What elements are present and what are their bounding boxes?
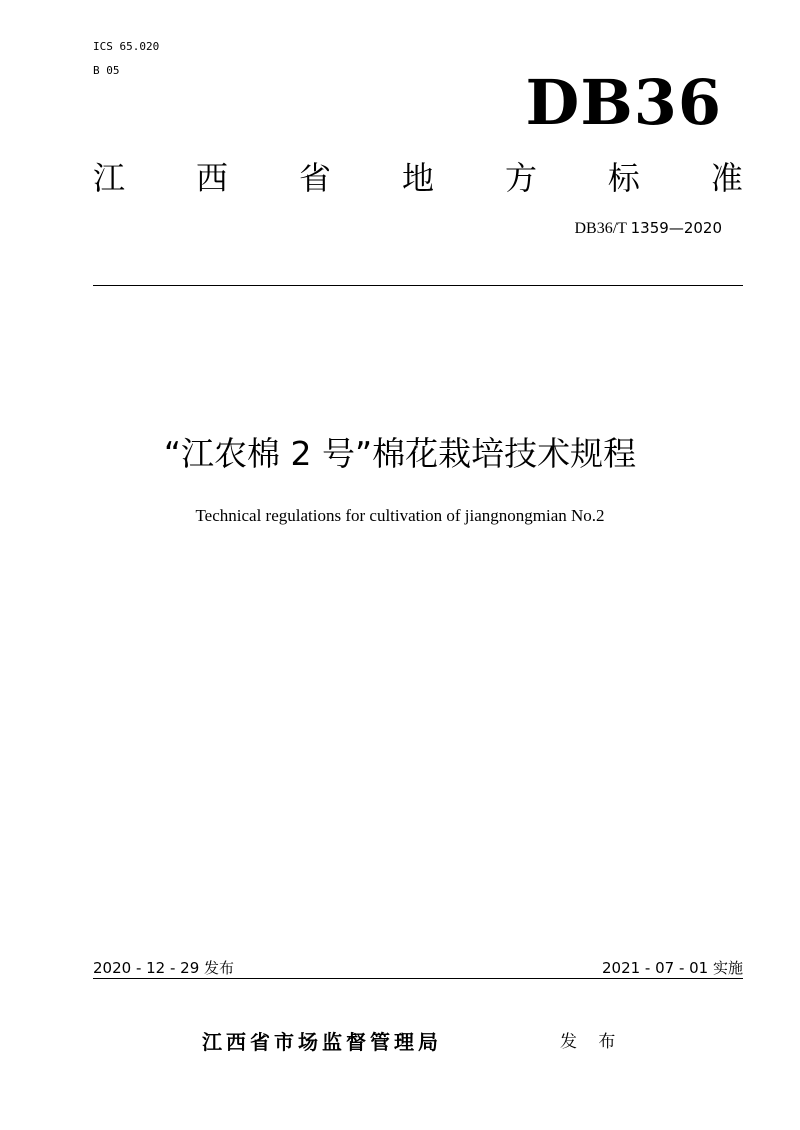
standard-number-value: 1359—2020: [630, 219, 722, 237]
issue-date: 2020 - 12 - 29 发布: [93, 959, 235, 977]
standard-logo: DB36: [525, 66, 722, 139]
standard-type-char: 方: [504, 159, 537, 197]
issuing-authority: 江西省市场监督管理局: [202, 1030, 442, 1054]
standard-type-title: [93, 158, 743, 198]
standard-type-char: 准: [710, 159, 743, 197]
document-title-chinese: “江农棉 2 号”棉花栽培技术规程: [163, 434, 637, 473]
bottom-divider: [93, 978, 743, 979]
standard-type-char: 江: [93, 159, 126, 197]
standard-type-char: 地: [401, 159, 434, 197]
standard-number: [574, 218, 722, 239]
top-divider: [93, 285, 743, 286]
standard-type-char: 标: [607, 159, 640, 197]
publish-label: 发 布: [560, 1032, 624, 1052]
ics-code: ICS 65.020: [93, 40, 160, 53]
implementation-date: 2021 - 07 - 01 实施: [601, 959, 743, 977]
standard-type-char: 省: [298, 159, 331, 197]
ccs-code: B 05: [93, 64, 120, 77]
standard-number-prefix: DB36/T: [574, 220, 627, 237]
standard-type-char: 西: [195, 159, 228, 197]
document-title-english: Technical regulations for cultivation of jiangnongmian No.2: [195, 506, 605, 525]
